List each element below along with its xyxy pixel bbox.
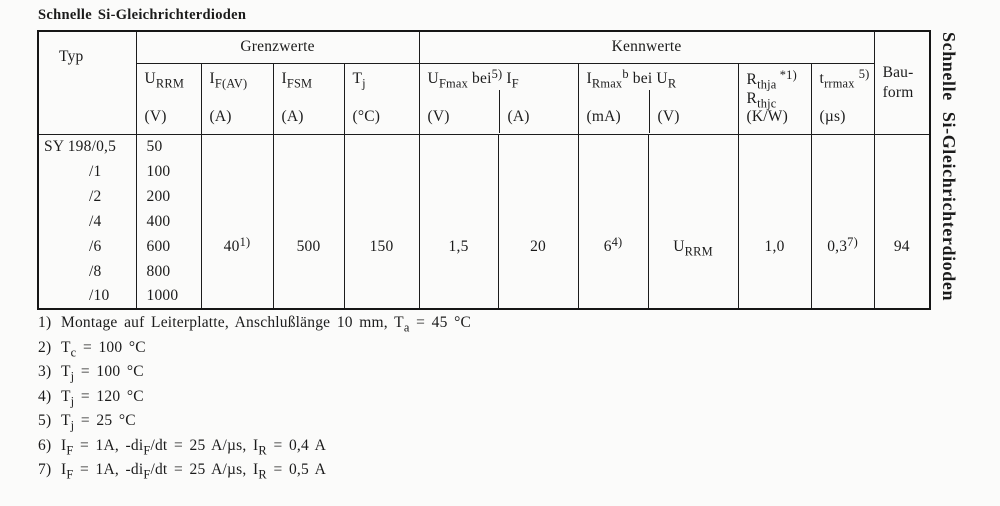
symbol-unit-header-row	[38, 63, 930, 134]
side-title-vertical: Schnelle Si-Gleichrichterdioden	[939, 32, 959, 302]
column-header-urrm: $U_{RRM}$ (V)	[136, 63, 201, 134]
section-header-row	[38, 31, 930, 63]
column-header-ifsm: $I_{FSM}$ (A)	[273, 63, 344, 134]
footnote-1: 1) Montage auf Leiterplatte, Anschlußlänge 10 mm, $T_a = 45$ °C	[38, 314, 472, 335]
urrm-cell: 600	[136, 234, 201, 259]
urrm-cell: 200	[136, 184, 201, 209]
ufmax-value-cell: 1,5	[419, 134, 498, 309]
column-header-bauform	[874, 31, 930, 134]
column-header-ufmax-if-group: $U_{Fmax}$ bei$^{5)}$ $I_F$ (V) (A)	[419, 63, 578, 134]
footnote-4: 4) $T_j = 120$ °C	[38, 387, 144, 409]
section-header-grenzwerte: Grenzwerte	[136, 31, 419, 63]
trrmax-footnote-mark: 5)	[858, 66, 870, 81]
typ-label: Typ	[59, 48, 84, 65]
footnote-3: 3) $T_j = 100$ °C	[38, 363, 144, 384]
urrm-cell: 800	[136, 259, 201, 284]
urrm-cell: 100	[136, 159, 201, 184]
tj-value-cell: 150	[344, 134, 419, 309]
column-header-trrmax: 5) $t_{rrmax}$ (µs)	[811, 63, 874, 134]
column-header-tj: $T_j$ (°C)	[344, 63, 419, 134]
table-row	[38, 134, 930, 159]
ur-value-cell: $U_{RRM}$	[648, 134, 738, 309]
urrm-cell: 1000	[136, 284, 201, 309]
diode-spec-table	[37, 30, 931, 310]
urrm-cell: 400	[136, 209, 201, 234]
bauform-value-cell: 94	[874, 134, 930, 309]
ifav-value-cell: 40$^{1)}$	[201, 134, 273, 309]
rth-value-cell: 1,0	[738, 134, 811, 309]
type-cell: SY 198/0,5	[38, 134, 136, 159]
section-header-kennwerte: Kennwerte	[419, 31, 874, 63]
footnote-5: 5) $T_j = 25$ °C	[38, 412, 136, 433]
footnote-6: 6) $I_F = 1A$, $-di_F/dt = 25$ A/µs, $I_R = 0,4$ A	[38, 436, 327, 458]
urrm-cell: 50	[136, 134, 201, 159]
trrmax-value-cell: 0,3$^{7)}$	[811, 134, 874, 309]
bauform-label: Bau- form	[882, 63, 914, 101]
footnote-7: 7) $I_F = 1A$, $-di_F/dt = 25$ A/µs, $I_R = 0,5$ A	[38, 461, 327, 482]
page-title: Schnelle Si-Gleichrichterdioden	[38, 7, 247, 23]
type-cell: /2	[38, 184, 136, 209]
type-cell: /6	[38, 234, 136, 259]
type-cell: /8	[38, 259, 136, 284]
footnote-2: 2) $T_c = 100$ °C	[38, 338, 146, 360]
typ-column-header	[38, 31, 136, 134]
type-cell: /1	[38, 159, 136, 184]
column-header-irmax-ur-group: $I_{Rmax}^b$ bei $U_R$ (mA) (V)	[578, 63, 738, 134]
type-cell: /10	[38, 284, 136, 309]
column-header-ifav: $I_{F(AV)}$ (A)	[201, 63, 273, 134]
irmax-value-cell: 6$^{4)}$	[578, 134, 648, 309]
ifsm-value-cell: 500	[273, 134, 344, 309]
footnotes-block	[38, 314, 471, 486]
if-value-cell: 20	[498, 134, 578, 309]
type-cell: /4	[38, 209, 136, 234]
column-header-rth: $R_{thja}$ $^{*1)}$ $R_{thjc}$ (K/W)	[738, 63, 811, 134]
